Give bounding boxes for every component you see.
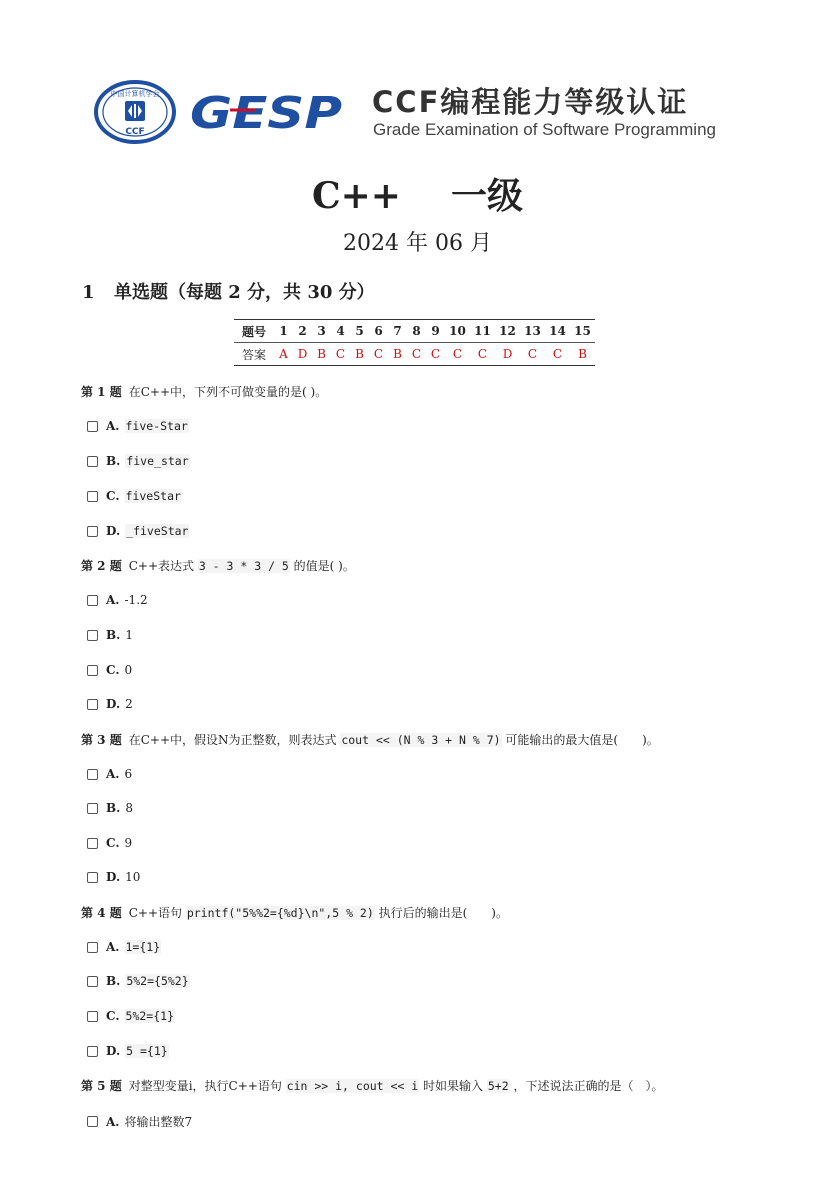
question-stem (81, 731, 659, 748)
checkbox[interactable] (87, 838, 98, 849)
checkbox[interactable] (87, 976, 98, 987)
ccf-logo (94, 80, 176, 144)
answer-cell: C (552, 347, 563, 361)
option-letter: D. (106, 1044, 121, 1058)
question-number-cell: 7 (388, 320, 407, 343)
answer-option[interactable] (87, 697, 133, 711)
answer-cell: D (502, 347, 513, 361)
question-number-cell: 2 (293, 320, 312, 343)
option-letter: C. (106, 1009, 120, 1023)
answer-option[interactable] (87, 836, 132, 850)
checkbox[interactable] (87, 595, 98, 606)
question-number-cell: 12 (495, 320, 520, 343)
gesp-logo-text: GESP (190, 88, 342, 139)
answer-cell: B (355, 347, 364, 361)
question-number-cell: 3 (312, 320, 331, 343)
question-stem (81, 1077, 663, 1094)
inline-code: 5+2 (487, 1079, 509, 1093)
answer-table-header-row (234, 320, 595, 343)
option-letter: A. (106, 419, 120, 433)
inline-code: 3 - 3 * 3 / 5 (198, 559, 289, 573)
checkbox[interactable] (87, 526, 98, 537)
checkbox[interactable] (87, 942, 98, 953)
certification-title: CCF编程能力等级认证 (372, 85, 689, 119)
option-letter: B. (106, 454, 121, 468)
question-number-cell: 11 (470, 320, 495, 343)
certification-subtitle: Grade Examination of Software Programming (373, 120, 716, 139)
option-letter: C. (106, 489, 120, 503)
option-text: 5%2={5%2} (126, 974, 189, 988)
option-text: 8 (125, 801, 133, 815)
answer-cell: C (430, 347, 441, 361)
question-text: 可能输出的最大值是( )。 (501, 733, 659, 747)
checkbox[interactable] (87, 491, 98, 502)
question-label: 第 2 题 (81, 559, 122, 573)
answer-option[interactable] (87, 419, 189, 433)
answer-option[interactable] (87, 1009, 175, 1023)
answer-option[interactable] (87, 1113, 192, 1130)
question-text: 执行后的输出是( )。 (374, 906, 508, 920)
answer-option[interactable] (87, 593, 148, 607)
answer-label: 答案 (241, 347, 266, 362)
answer-cell: B (393, 347, 402, 361)
question-text: 在C++中，假设N为正整数，则表达式 (128, 733, 341, 747)
question-label: 第 3 题 (81, 733, 122, 747)
question-number-cell: 5 (350, 320, 369, 343)
ccf-logo-top-text: 中国计算机学会 (110, 90, 160, 98)
question-stem (81, 557, 355, 574)
checkbox[interactable] (87, 1116, 98, 1127)
option-text: _fiveStar (126, 524, 189, 538)
question-text: 的值是( )。 (289, 559, 355, 573)
question-number-label: 题号 (234, 320, 274, 343)
option-letter: D. (106, 524, 121, 538)
question-number-cell: 14 (545, 320, 570, 343)
inline-code: cout << (N % 3 + N % 7) (341, 733, 501, 747)
section-title: 单选题（每题 2 分，共 30 分） (114, 282, 375, 303)
option-text: 9 (124, 836, 133, 850)
question-number-cell: 10 (445, 320, 470, 343)
answer-cell: C (452, 347, 463, 361)
answer-cell: B (578, 347, 587, 361)
question-number-cell: 13 (520, 320, 545, 343)
option-letter: A. (106, 1114, 120, 1129)
question-text: 在C++中，下列不可做变量的是( )。 (128, 385, 328, 399)
checkbox[interactable] (87, 1011, 98, 1022)
question-number-cell: 1 (274, 320, 293, 343)
option-letter: A. (106, 767, 120, 781)
option-letter: B. (106, 801, 121, 815)
answer-cell: C (411, 347, 422, 361)
question-number-cell: 15 (570, 320, 595, 343)
option-text: 5%2={1} (125, 1009, 174, 1023)
answer-option[interactable] (87, 663, 132, 677)
option-letter: A. (106, 593, 120, 607)
answer-option[interactable] (87, 524, 189, 538)
answer-option[interactable] (87, 454, 190, 468)
ccf-logo-bottom-text: CCF (125, 127, 145, 137)
checkbox[interactable] (87, 456, 98, 467)
option-letter: B. (106, 974, 121, 988)
question-number-cell: 9 (426, 320, 445, 343)
answer-option[interactable] (87, 489, 182, 503)
answer-cell: C (373, 347, 384, 361)
checkbox[interactable] (87, 665, 98, 676)
answer-cell: B (317, 347, 326, 361)
inline-code: printf("5%%2={%d}\n",5 % 2) (186, 906, 374, 920)
answer-option[interactable] (87, 870, 140, 884)
option-text: five-Star (125, 419, 188, 433)
option-text: 将输出整数7 (124, 1115, 193, 1129)
checkbox[interactable] (87, 630, 98, 641)
option-text: -1.2 (124, 593, 148, 607)
header (94, 80, 744, 146)
question-label: 第 5 题 (81, 1079, 122, 1093)
option-letter: C. (106, 663, 120, 677)
checkbox[interactable] (87, 769, 98, 780)
answer-option[interactable] (87, 801, 133, 815)
checkbox[interactable] (87, 699, 98, 710)
answer-option[interactable] (87, 628, 133, 642)
question-number-cell: 8 (407, 320, 426, 343)
answer-option[interactable] (87, 767, 132, 781)
exam-title: C++ 一级 (311, 175, 524, 217)
answer-key-table (234, 319, 595, 366)
section-heading (82, 278, 375, 304)
option-letter: A. (106, 940, 120, 954)
question-text: ，下述说法正确的是（ ）。 (509, 1079, 664, 1093)
checkbox[interactable] (87, 421, 98, 432)
option-letter: D. (106, 870, 121, 884)
question-number-cell: 6 (369, 320, 388, 343)
inline-code: cin >> i, cout << i (286, 1079, 419, 1093)
option-text: 1={1} (125, 940, 161, 954)
option-text: five_star (126, 454, 189, 468)
option-text: 1 (125, 628, 133, 642)
checkbox[interactable] (87, 1046, 98, 1057)
answer-cell: C (527, 347, 538, 361)
question-label: 第 1 题 (81, 385, 122, 399)
answer-option[interactable] (87, 940, 161, 954)
question-stem (81, 383, 327, 400)
option-text: 6 (124, 767, 133, 781)
section-number: 1 (82, 282, 95, 303)
question-stem (81, 904, 508, 921)
option-letter: B. (106, 628, 121, 642)
answer-cell: C (335, 347, 346, 361)
option-text: fiveStar (125, 489, 181, 503)
question-text: 对整型变量i，执行C++语句 (128, 1079, 286, 1093)
exam-date: 2024 年 06 月 (343, 231, 492, 256)
option-letter: D. (106, 697, 121, 711)
answer-cell: A (279, 347, 288, 361)
question-text: 时如果输入 (419, 1079, 487, 1093)
question-text: C++语句 (128, 906, 186, 920)
answer-option[interactable] (87, 974, 190, 988)
answer-cell: C (477, 347, 488, 361)
answer-table-answer-row (234, 343, 595, 366)
answer-option[interactable] (87, 1044, 169, 1058)
question-text: C++表达式 (128, 559, 198, 573)
option-text: 5 ={1} (126, 1044, 168, 1058)
option-text: 10 (125, 870, 141, 884)
option-text: 2 (125, 697, 133, 711)
gesp-logo (190, 84, 346, 140)
question-label: 第 4 题 (81, 906, 122, 920)
question-number-cell: 4 (331, 320, 350, 343)
answer-cell: D (297, 347, 308, 361)
checkbox[interactable] (87, 803, 98, 814)
option-text: 0 (124, 663, 133, 677)
checkbox[interactable] (87, 872, 98, 883)
option-letter: C. (106, 836, 120, 850)
